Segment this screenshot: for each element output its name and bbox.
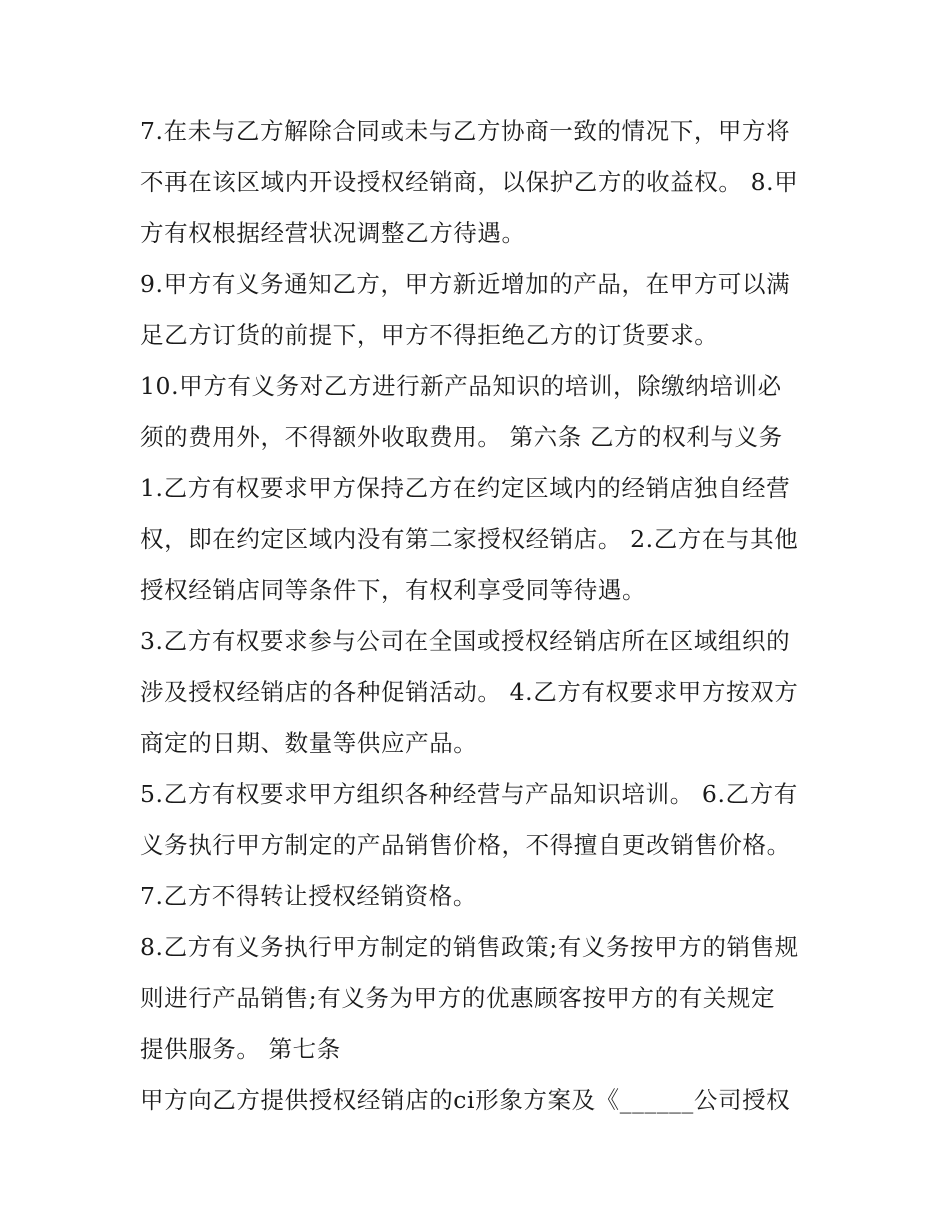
text-line: 5.乙方有权要求甲方组织各种经营与产品知识培训。 6.乙方有: [140, 780, 798, 808]
text-line: 授权经销店同等条件下，有权利享受同等待遇。: [140, 576, 647, 604]
text-line: 不再在该区域内开设授权经销商，以保护乙方的收益权。 8.甲: [140, 168, 799, 196]
text-line: 7.在未与乙方解除合同或未与乙方协商一致的情况下，甲方将: [140, 117, 791, 145]
text-line: 甲方向乙方提供授权经销店的ci形象方案及《______公司授权: [140, 1086, 791, 1114]
document-body: [140, 106, 820, 1126]
text-line: 3.乙方有权要求参与公司在全国或授权经销店所在区域组织的: [140, 627, 791, 655]
text-line: 义务执行甲方制定的产品销售价格，不得擅自更改销售价格。: [140, 831, 791, 859]
text-line: 提供服务。 第七条: [140, 1035, 341, 1063]
text-line: 1.乙方有权要求甲方保持乙方在约定区域内的经销店独自经营: [140, 474, 791, 502]
text-line: 8.乙方有义务执行甲方制定的销售政策;有义务按甲方的销售规: [140, 933, 799, 961]
text-line: 则进行产品销售;有义务为甲方的优惠顾客按甲方的有关规定: [140, 984, 776, 1012]
text-line: 商定的日期、数量等供应产品。: [140, 729, 478, 757]
text-line: 权，即在约定区域内没有第二家授权经销店。 2.乙方在与其他: [140, 525, 799, 553]
text-line: 足乙方订货的前提下，甲方不得拒绝乙方的订货要求。: [140, 321, 719, 349]
text-line: 7.乙方不得转让授权经销资格。: [140, 882, 477, 910]
text-line: 涉及授权经销店的各种促销活动。 4.乙方有权要求甲方按双方: [140, 678, 799, 706]
text-line: 方有权根据经营状况调整乙方待遇。: [140, 219, 526, 247]
text-line: 10.甲方有义务对乙方进行新产品知识的培训，除缴纳培训必: [140, 372, 782, 400]
text-line: 9.甲方有义务通知乙方，甲方新近增加的产品，在甲方可以满: [140, 270, 791, 298]
text-line: 须的费用外，不得额外收取费用。 第六条 乙方的权利与义务: [140, 423, 783, 451]
